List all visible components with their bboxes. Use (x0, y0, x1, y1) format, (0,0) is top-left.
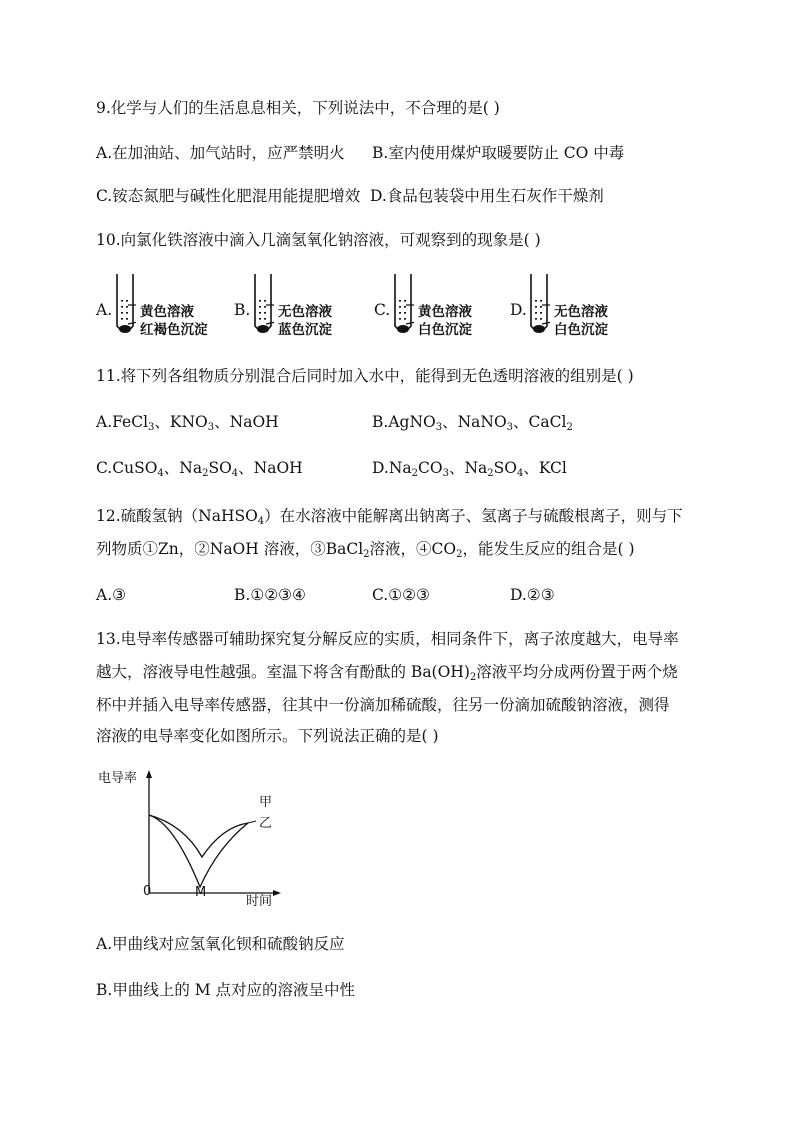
question-11-stem: 11.将下列各组物质分别混合后同时加入水中，能得到无色透明溶液的组别是( ) (96, 367, 634, 385)
option-prefix: C. (96, 459, 113, 477)
origin-label: 0 (143, 884, 152, 899)
question-12-option-d: D.②③ (510, 586, 555, 604)
test-tube-icon (252, 272, 274, 338)
x-axis-arrow-icon (273, 890, 281, 896)
question-9-option-d: D.食品包装袋中用生石灰作干燥剂 (370, 187, 604, 205)
formula-text: 、NaOH (214, 413, 279, 431)
formula-text: SO (493, 459, 517, 477)
question-12-stem-line-1 (96, 506, 683, 532)
formula-subscript: 2 (487, 468, 494, 479)
formula-subscript: 2 (202, 468, 209, 479)
option-letter: B. (234, 301, 251, 319)
formula-text: 、NaNO (442, 413, 507, 431)
question-13-stem-line-3: 杯中并插入电导率传感器，往其中一份滴加稀硫酸，往另一份滴加硫酸钠溶液，测得 (96, 696, 670, 714)
question-10-option-a (96, 272, 246, 342)
solution-color-label: 黄色溶液 (418, 304, 472, 320)
formula-subscript: 2 (456, 549, 463, 560)
question-9-option-b: B.室内使用煤炉取暖要防止 CO 中毒 (372, 144, 625, 162)
option-letter: A. (96, 301, 113, 319)
question-9-stem: 9.化学与人们的生活息息相关，下列说法中，不合理的是( ) (96, 99, 500, 117)
question-11-option-a (96, 412, 279, 438)
curve-leader (248, 821, 256, 823)
formula-text: 、KNO (154, 413, 208, 431)
stem-text: 列物质①Zn，②NaOH 溶液，③BaCl (96, 540, 364, 558)
y-axis-arrow-icon (146, 770, 152, 778)
question-10-option-c (374, 272, 524, 342)
m-point-label: M (195, 885, 207, 900)
stem-text: 溶液，④CO (369, 540, 457, 558)
conductivity-graph (96, 765, 296, 915)
formula-subscript: 4 (231, 468, 239, 479)
formula-subscript: 2 (363, 549, 370, 560)
formula-subscript: 3 (148, 422, 155, 433)
question-12-stem-line-2 (96, 539, 635, 565)
option-letter: D. (510, 301, 527, 319)
solution-color-label: 黄色溶液 (140, 304, 194, 320)
stem-text: 12.硫酸氢钠（NaHSO (96, 507, 258, 525)
stem-text: 溶液平均分成两份置于两个烧 (476, 663, 678, 681)
formula-subscript: 3 (435, 422, 443, 433)
solution-color-label: 无色溶液 (278, 304, 332, 320)
formula-text: FeCl (112, 413, 149, 431)
question-9-option-a: A.在加油站、加气站时，应严禁明火 (96, 144, 345, 162)
question-12-option-b: B.①②③④ (234, 586, 306, 604)
option-letter: C. (374, 301, 391, 319)
question-13-option-a: A.甲曲线对应氢氧化钡和硫酸钠反应 (96, 935, 345, 953)
question-13-stem-line-1: 13.电导率传感器可辅助探究复分解反应的实质，相同条件下，离子浓度越大，电导率 (96, 630, 679, 648)
question-9-option-c: C.铵态氮肥与碱性化肥混用能提肥增效 (96, 187, 361, 205)
formula-text: CO (418, 459, 443, 477)
stem-text: ）在水溶液中能解离出钠离子、氢离子与硫酸根离子，则与下 (264, 507, 683, 525)
option-prefix: D. (372, 459, 389, 477)
formula-subscript: 4 (157, 468, 164, 479)
test-tube-icon (114, 272, 136, 338)
solution-color-label: 无色溶液 (554, 304, 608, 320)
formula-text: 、KCl (523, 459, 567, 477)
precipitate-color-label: 红褐色沉淀 (140, 322, 208, 338)
formula-subscript: 2 (566, 422, 573, 433)
question-11-option-c (96, 458, 303, 484)
precipitate-color-label: 白色沉淀 (418, 322, 472, 338)
question-11-option-b (372, 412, 573, 438)
formula-text: Na (388, 459, 412, 477)
question-13-stem-line-2 (96, 662, 678, 688)
test-tube-icon (392, 272, 414, 338)
formula-subscript: 4 (516, 468, 524, 479)
formula-text: SO (208, 459, 232, 477)
curve-yi-label: 乙 (259, 816, 273, 831)
formula-text: 、Na (163, 459, 203, 477)
question-10-option-d (510, 272, 660, 342)
formula-subscript: 3 (506, 422, 514, 433)
question-10-option-b (234, 272, 384, 342)
formula-subscript: 2 (469, 672, 477, 683)
question-13-stem-line-4: 溶液的电导率变化如图所示。下列说法正确的是( ) (96, 727, 439, 745)
formula-subscript: 3 (442, 468, 449, 479)
formula-subscript: 2 (411, 468, 418, 479)
question-12-option-a: A.③ (96, 586, 127, 604)
formula-text: 、NaOH (238, 459, 303, 477)
y-axis-label: 电导率 (98, 771, 138, 786)
formula-subscript: 4 (257, 516, 265, 527)
option-prefix: B. (372, 413, 389, 431)
x-axis-label: 时间 (246, 894, 273, 909)
question-10-stem: 10.向氯化铁溶液中滴入几滴氢氧化钠溶液，可观察到的现象是( ) (96, 231, 541, 249)
formula-subscript: 3 (207, 422, 215, 433)
question-13-option-b: B.甲曲线上的 M 点对应的溶液呈中性 (96, 981, 356, 999)
formula-text: AgNO (388, 413, 436, 431)
formula-text: 、Na (448, 459, 488, 477)
question-11-option-d (372, 458, 567, 484)
question-12-option-c: C.①②③ (372, 586, 430, 604)
formula-text: CuSO (112, 459, 158, 477)
formula-text: 、CaCl (513, 413, 567, 431)
precipitate-color-label: 蓝色沉淀 (278, 322, 332, 338)
option-prefix: A. (96, 413, 113, 431)
stem-text: ，能发生反应的组合是( ) (462, 540, 635, 558)
precipitate-color-label: 白色沉淀 (554, 322, 608, 338)
test-tube-icon (528, 272, 550, 338)
stem-text: 越大，溶液导电性越强。室温下将含有酚酞的 Ba(OH) (96, 663, 470, 681)
curve-jia-label: 甲 (259, 795, 273, 810)
